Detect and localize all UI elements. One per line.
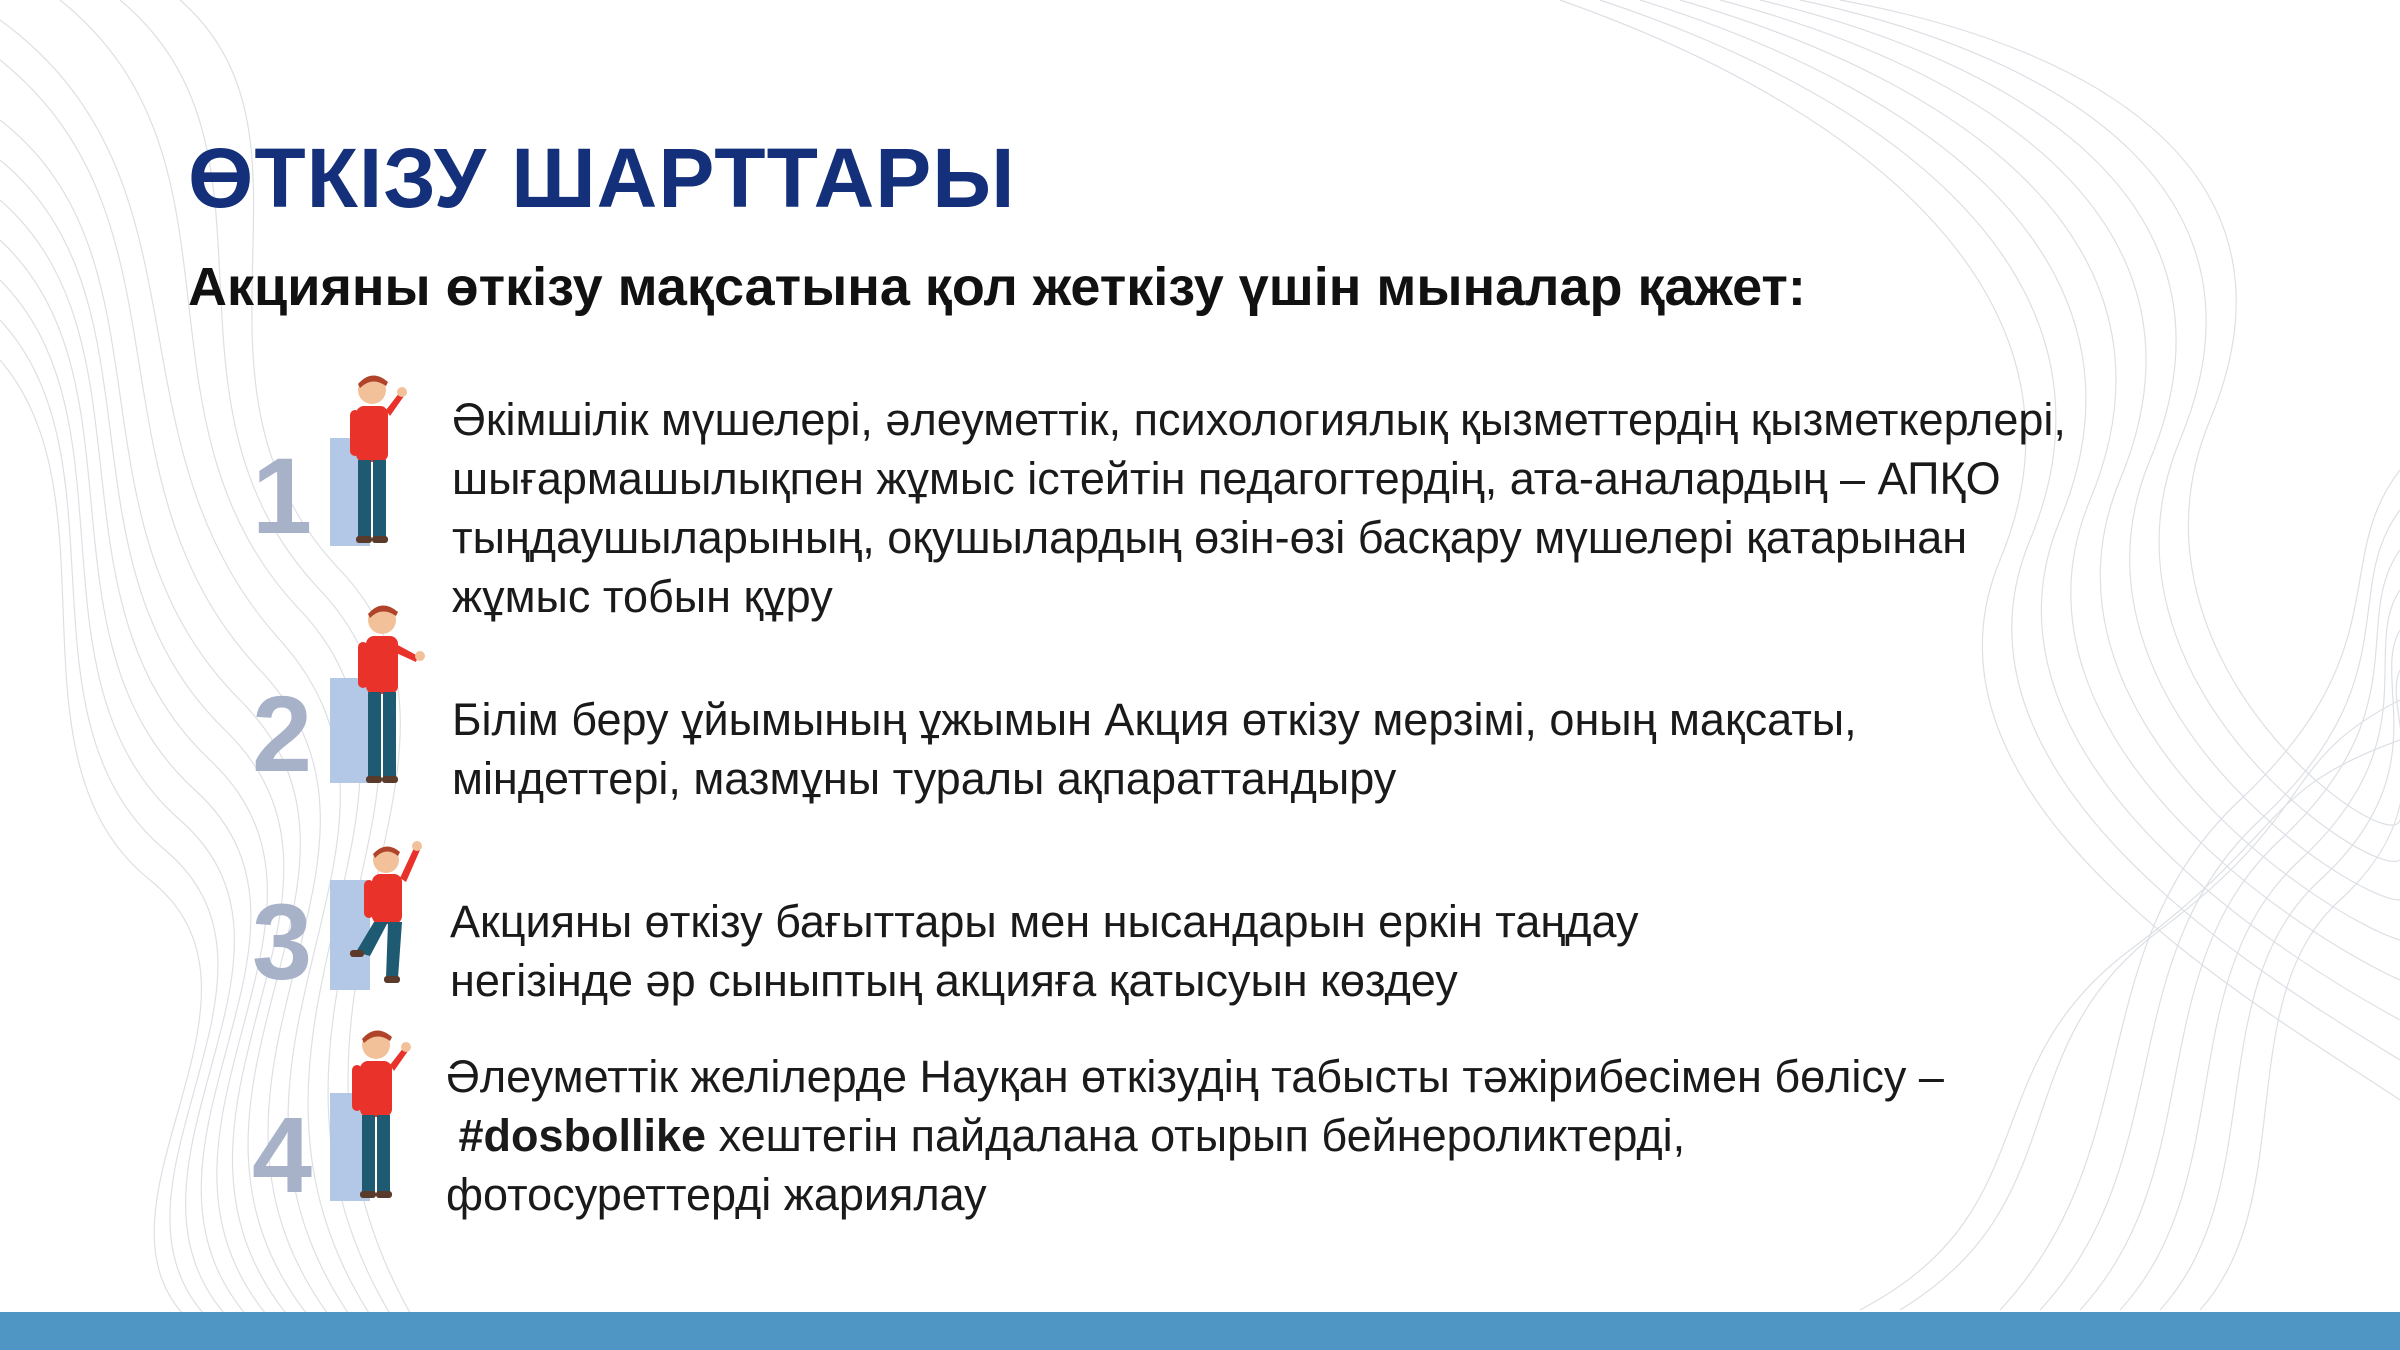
step-description xyxy=(452,690,1857,808)
step-text-fragment: хештегін пайдалана отырып бейнероликтерді, xyxy=(706,1110,1686,1161)
step-number: 4 xyxy=(252,1094,313,1215)
step-3 xyxy=(250,838,2250,1006)
step-text-line: негізінде әр сыныптың акцияға қатысуын көздеу xyxy=(450,955,1458,1006)
step-text-line: шығармашылықпен жұмыс істейтін педагогтердің, ата-аналардың – АПҚО xyxy=(452,453,2001,504)
step-2 xyxy=(250,600,2250,804)
step-number: 1 xyxy=(252,435,313,556)
step-text-line: фотосуреттерді жариялау xyxy=(446,1169,987,1220)
step-description xyxy=(450,892,1639,1010)
step-text-line: тыңдаушыларының, оқушылардың өзін-өзі басқару мүшелері қатарынан xyxy=(452,512,1968,563)
step-number: 3 xyxy=(252,881,313,1002)
step-number: 2 xyxy=(252,673,313,794)
step-text-line: Білім беру ұйымының ұжымын Акция өткізу мерзімі, оның мақсаты, xyxy=(452,694,1857,745)
slide-title: ӨТКІЗУ ШАРТТАРЫ xyxy=(188,131,1016,225)
step-text-line: Әлеуметтік желілерде Науқан өткізудің табысты тәжірибесімен бөлісу – xyxy=(446,1051,1944,1102)
step-text-line xyxy=(446,1106,1944,1165)
step-description xyxy=(446,1047,1944,1224)
step-4 xyxy=(250,1025,2250,1255)
step-1 xyxy=(250,370,2250,620)
hashtag: #dosbollike xyxy=(458,1110,707,1161)
person-figure-icon xyxy=(344,1025,414,1201)
step-text-line: Акцияны өткізу бағыттары мен нысандарын еркін таңдау xyxy=(450,896,1639,947)
step-text-line: міндеттері, мазмұны туралы ақпараттандыру xyxy=(452,753,1397,804)
person-figure-icon xyxy=(342,370,408,546)
person-figure-icon xyxy=(350,838,426,986)
step-text-line: жұмыс тобын құру xyxy=(452,571,833,622)
step-text-line: Әкімшілік мүшелері, әлеуметтік, психологиялық қызметтердің қызметкерлері, xyxy=(452,394,2066,445)
slide-subtitle: Акцияны өткізу мақсатына қол жеткізу үшін мыналар қажет: xyxy=(188,257,1806,317)
bottom-accent-bar xyxy=(0,1312,2400,1350)
person-figure-icon xyxy=(354,600,426,788)
step-description xyxy=(452,390,2066,626)
